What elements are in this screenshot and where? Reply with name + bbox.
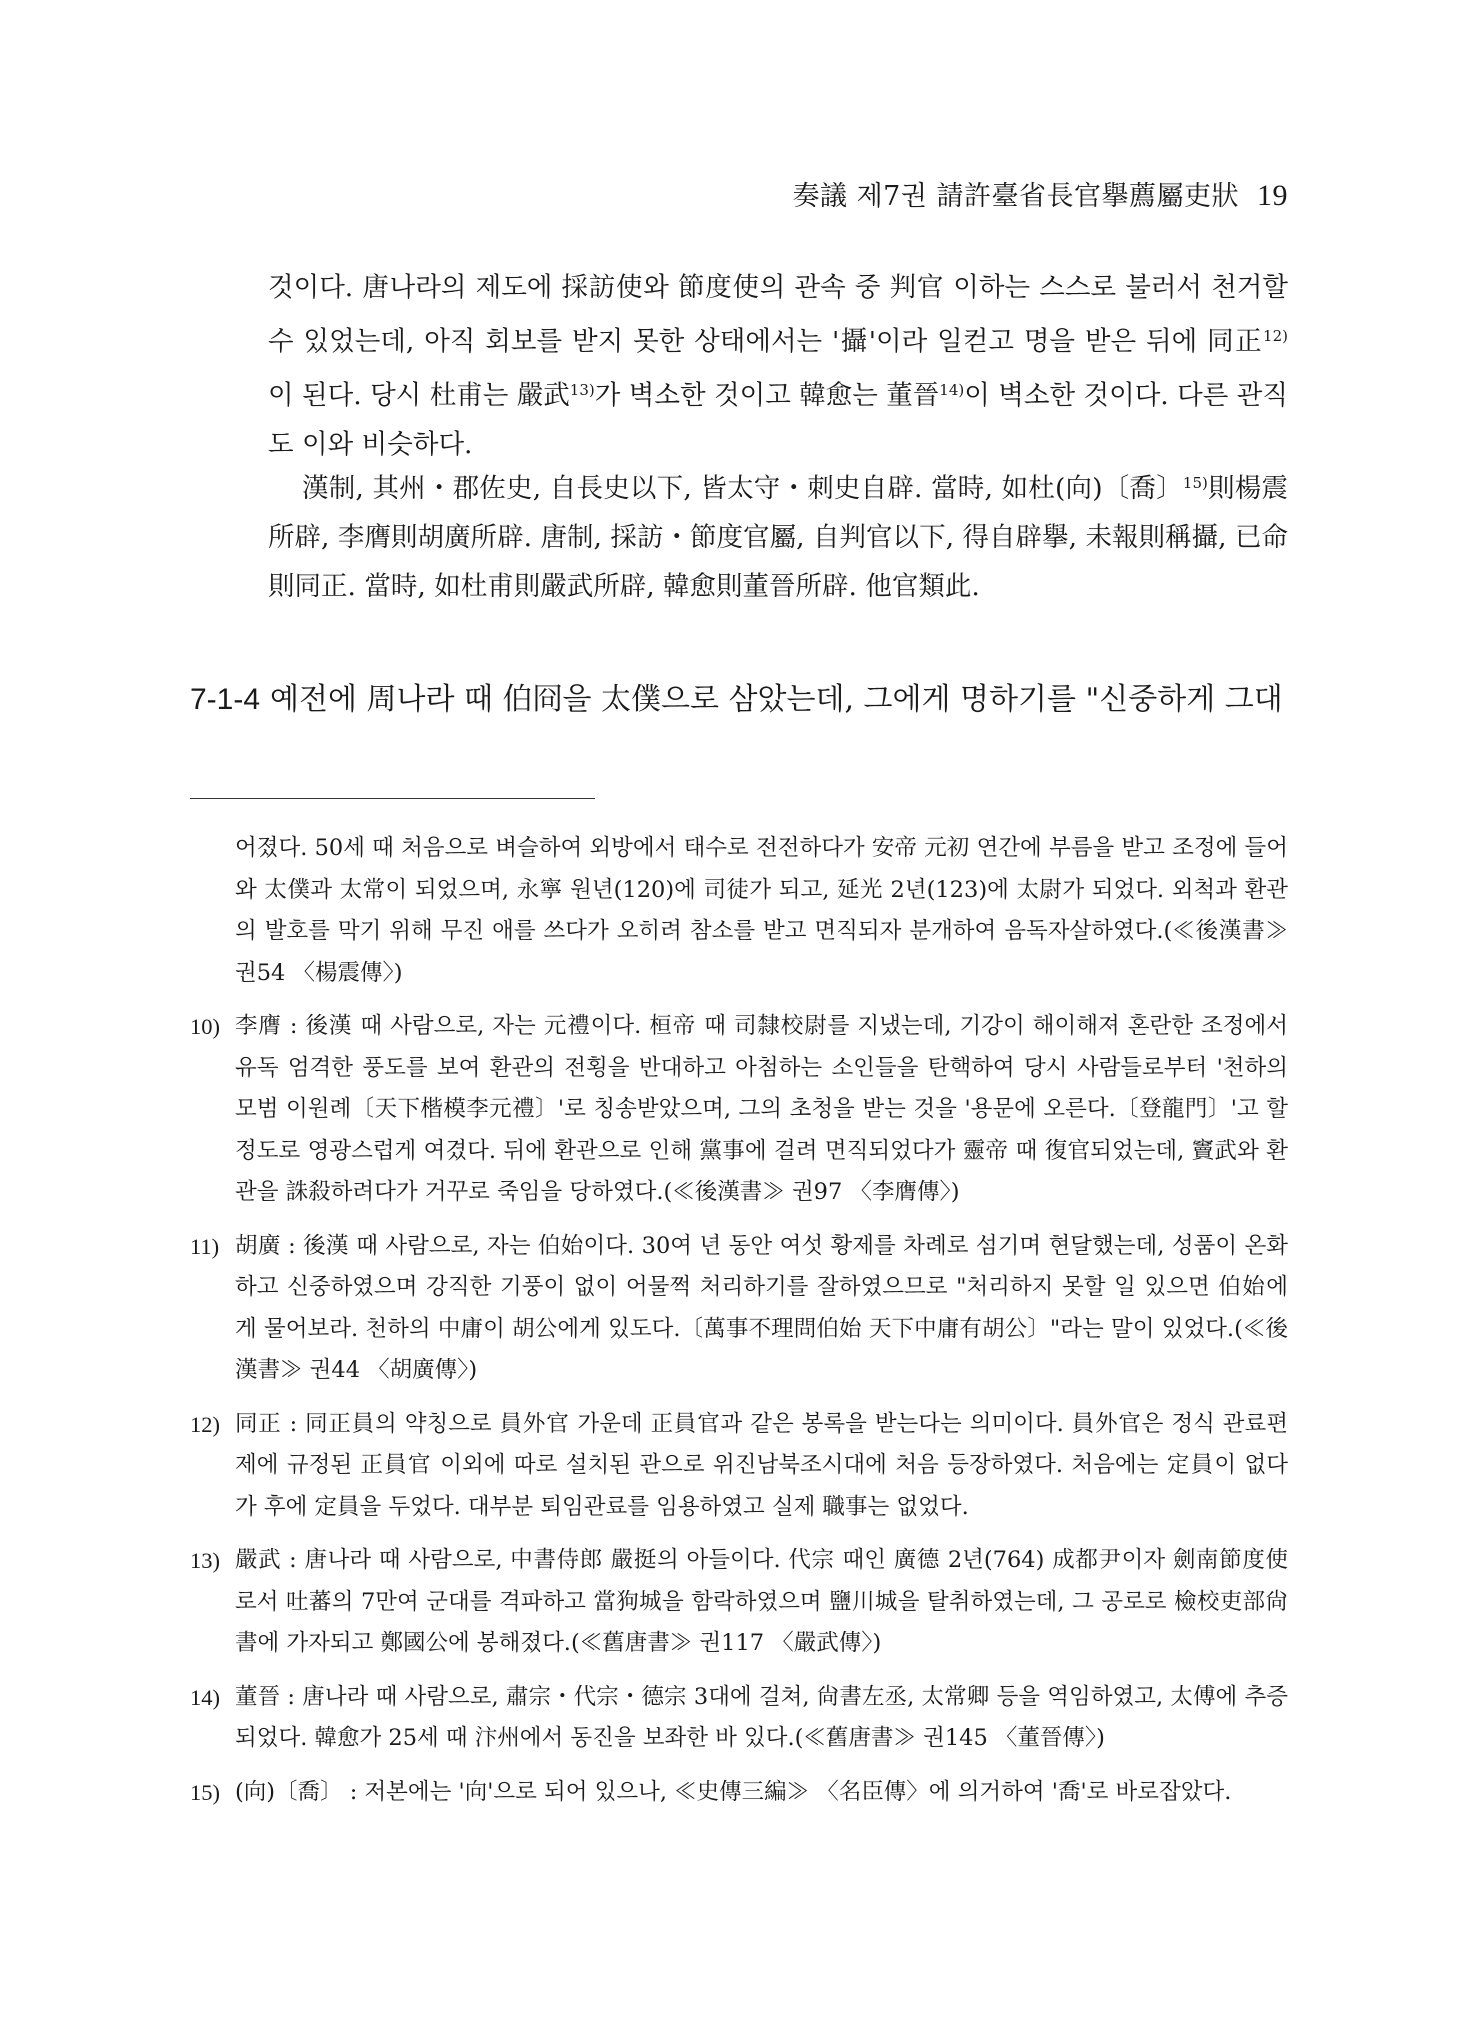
footnotes: [190, 828, 1288, 1825]
footnote-item: [190, 1772, 1288, 1814]
footnote-number: 10): [190, 1014, 220, 1039]
footnote-text: (向)〔喬〕 : 저본에는 '向'으로 되어 있으나, ≪史傳三編≫ 〈名臣傳〉에 의거하여 '喬'로 바로잡았다.: [235, 1778, 1232, 1805]
paragraph-text: 이 된다. 당시 杜甫는 嚴武: [268, 380, 570, 411]
footnote-item: [190, 1540, 1288, 1665]
footnote-text: 同正 : 同正員의 약칭으로 員外官 가운데 正員官과 같은 봉록을 받는다는 의미이다. 員外官은 정식 관료편제에 규정된 正員官 이외에 따로 설치된 관으로 위진남북조시대에 처음 등장하였다. 처음에는 定員이 없다가 후에 定員을 두었다. 대부분 퇴임관료를 임용하였고 실제 職事는 없었다.: [235, 1410, 1288, 1520]
footnote-ref-15[interactable]: 15): [1182, 474, 1208, 492]
classical-chinese-paragraph: [268, 459, 1288, 611]
paragraph-text: 이 벽소한 것이다. 다른 관직도 이와 비슷하다.: [268, 380, 1288, 460]
korean-translation-paragraph: [268, 263, 1288, 469]
footnote-text: 董晉 : 唐나라 때 사람으로, 肅宗・代宗・德宗 3대에 걸쳐, 尙書左丞, 太常卿 등을 역임하였고, 太傅에 추증되었다. 韓愈가 25세 때 汴州에서 동진을 보좌한 바 있다.(≪舊唐書≫ 권145 〈董晉傳〉): [235, 1683, 1288, 1751]
footnote-item: [190, 1006, 1288, 1214]
footnote-ref-14[interactable]: 14): [939, 381, 965, 399]
section-text: 예전에 周나라 때 伯冏을 太僕으로 삼았는데, 그에게 명하기를 "신중하게 그대: [270, 682, 1283, 717]
running-title: 奏議 제7권 請許臺省長官擧薦屬吏狀: [792, 181, 1239, 212]
footnote-ref-12[interactable]: 12): [1263, 327, 1288, 345]
footnote-number: 11): [190, 1233, 220, 1259]
footnote-continuation: 어졌다. 50세 때 처음으로 벼슬하여 외방에서 태수로 전전하다가 安帝 元初 연간에 부름을 받고 조정에 들어와 太僕과 太常이 되었으며, 永寧 원년(120)에 司徒가 되고, 延光 2년(123)에 太尉가 되었다. 외척과 환관의 발호를 막기 위해 무진 애를 쓰다가 오히려 참소를 받고 면직되자 분개하여 음독자살하였다.(≪後漢書≫ 권54 〈楊震傳〉): [235, 835, 1288, 986]
footnote-text: 胡廣 : 後漢 때 사람으로, 자는 伯始이다. 30여 년 동안 여섯 황제를 차례로 섬기며 현달했는데, 성품이 온화하고 신중하였으며 강직한 기풍이 없이 어물쩍 처리하기를 잘하였으므로 "처리하지 못할 일 있으면 伯始에게 물어보라. 천하의 中庸이 胡公에게 있도다.〔萬事不理問伯始 天下中庸有胡公〕"라는 말이 있었다.(≪後漢書≫ 권44 〈胡廣傳〉): [235, 1232, 1288, 1383]
footnote-item: [190, 1677, 1288, 1760]
footnote-number: 13): [190, 1548, 220, 1573]
footnote-number: 14): [190, 1684, 220, 1710]
paragraph-text: 漢制, 其州・郡佐史, 自長史以下, 皆太守・刺史自辟. 當時, 如杜(向)〔喬〕: [302, 473, 1183, 504]
footnote-item: [190, 1226, 1288, 1392]
page-number: 19: [1257, 179, 1288, 212]
section-heading: [190, 674, 1290, 718]
footnote-text: 嚴武 : 唐나라 때 사람으로, 中書侍郎 嚴挺의 아들이다. 代宗 때인 廣德 2년(764) 成都尹이자 劍南節度使로서 吐蕃의 7만여 군대를 격파하고 當狗城을 함락하였으며 鹽川城을 탈취하였는데, 그 공로로 檢校吏部尙書에 가자되고 鄭國公에 봉해졌다.(≪舊唐書≫ 권117 〈嚴武傳〉): [235, 1547, 1288, 1656]
paragraph-text: 것이다. 唐나라의 제도에 採訪使와 節度使의 관속 중 判官 이하는 스스로 불러서 천거할 수 있었는데, 아직 회보를 받지 못한 상태에서는 '攝'이라 일컫고 명을 받은 뒤에 同正: [268, 272, 1288, 357]
footnote-ref-13[interactable]: 13): [569, 381, 595, 399]
paragraph-text: 則楊震所辟, 李膺則胡廣所辟. 唐制, 採訪・節度官屬, 自判官以下, 得自辟擧, 未報則稱攝, 已命則同正. 當時, 如杜甫則嚴武所辟, 韓愈則董晉所辟. 他官類此.: [268, 473, 1289, 602]
paragraph-text: 가 벽소한 것이고 韓愈는 董晉: [594, 380, 940, 411]
running-header: [792, 174, 1288, 213]
section-number: 7-1-4: [190, 683, 261, 716]
footnote-item: [190, 1404, 1288, 1529]
footnote-number: 15): [190, 1779, 220, 1805]
footnote-text: 李膺 : 後漢 때 사람으로, 자는 元禮이다. 桓帝 때 司隸校尉를 지냈는데, 기강이 해이해져 혼란한 조정에서 유독 엄격한 풍도를 보여 환관의 전횡을 반대하고 아첨하는 소인들을 탄핵하여 당시 사람들로부터 '천하의 모범 이원례〔天下楷模李元禮〕'로 칭송받았으며, 그의 초청을 받는 것을 '용문에 오른다.〔登龍門〕'고 할 정도로 영광스럽게 여겼다. 뒤에 환관으로 인해 黨事에 걸려 면직되었다가 靈帝 때 復官되었는데, 竇武와 환관을 誅殺하려다가 거꾸로 죽임을 당하였다.(≪後漢書≫ 권97 〈李膺傳〉): [235, 1013, 1288, 1205]
footnote-divider: [190, 798, 595, 799]
footnote-number: 12): [190, 1411, 220, 1437]
